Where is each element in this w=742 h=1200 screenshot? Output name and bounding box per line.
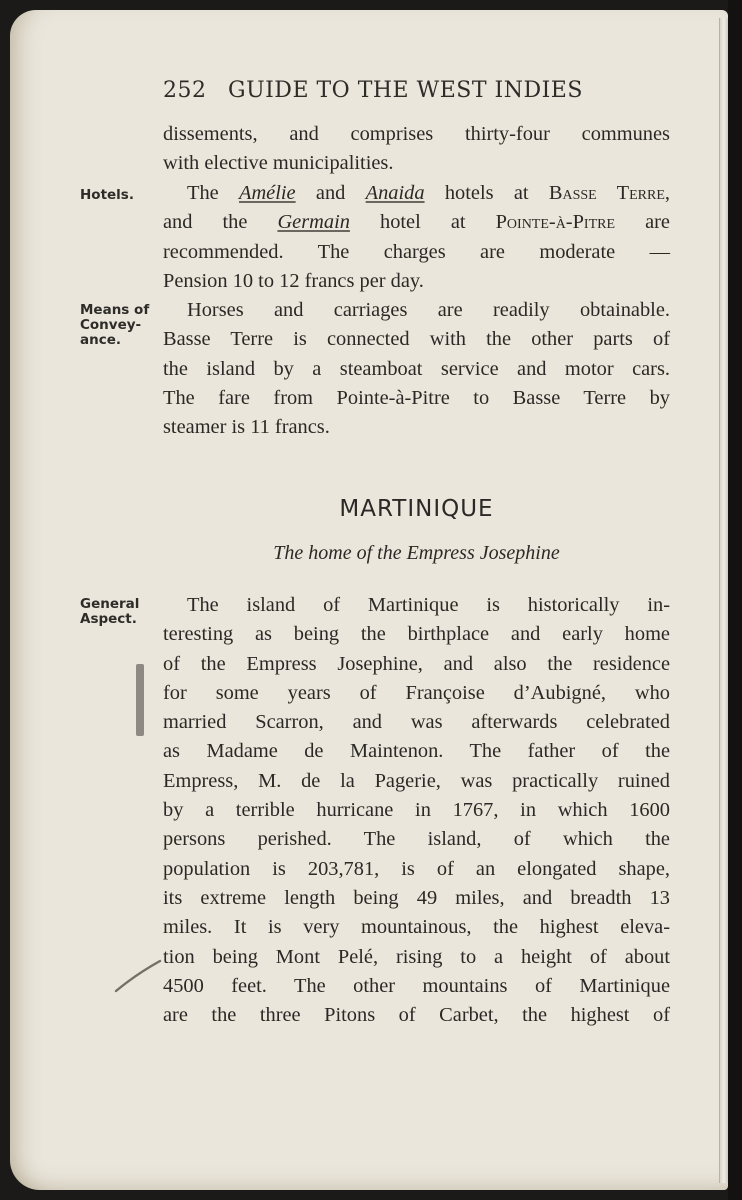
hotels-paragraph	[163, 179, 670, 296]
scan-border	[728, 0, 742, 1200]
running-title: GUIDE TO THE WEST INDIES	[228, 78, 583, 103]
pencil-stroke-mark	[114, 955, 164, 995]
text-line: dissements, and comprises thirty-four communes	[163, 123, 670, 145]
section-subtitle: The home of the Empress Josephine	[273, 542, 560, 564]
text-line: Empress, M. de la Pagerie, was practically ruined	[163, 769, 670, 792]
pencil-margin-mark	[136, 664, 144, 736]
text-line: its extreme length being 49 miles, and breadth 13	[163, 886, 670, 909]
text-line: as Madame de Maintenon. The father of the	[163, 740, 670, 763]
text-line: tion being Mont Pelé, rising to a height of about	[163, 945, 670, 968]
continuation-paragraph	[163, 120, 670, 179]
text-line: The Amélie and Anaida hotels at Basse Terre,	[187, 182, 670, 204]
hotel-name: Amélie	[239, 182, 296, 204]
text-line: The fare from Pointe-à-Pitre to Basse Terre by	[163, 386, 670, 409]
text-line: married Scarron, and was afterwards celebrated	[163, 711, 670, 734]
text-line: the island by a steamboat service and motor cars.	[163, 357, 670, 380]
place-name: Pointe-à-Pitre	[495, 211, 616, 234]
conveyance-paragraph	[163, 296, 670, 442]
page-number: 252	[163, 78, 207, 103]
text-line: persons perished. The island, of which the	[163, 828, 670, 851]
text-line: are the three Pitons of Carbet, the highest of	[163, 1004, 670, 1027]
text-line: steamer is 11 francs.	[163, 416, 330, 439]
text-line: by a terrible hurricane in 1767, in which 1600	[163, 799, 670, 822]
sidenote-conveyance: Means of Convey- ance.	[80, 302, 150, 348]
text-line: teresting as being the birthplace and early home	[163, 623, 670, 646]
text-line: Horses and carriages are readily obtainable.	[187, 299, 670, 321]
section-title: MARTINIQUE	[339, 496, 494, 522]
running-header	[163, 78, 583, 103]
hotel-name: Anaida	[365, 182, 425, 204]
page-edge	[719, 18, 728, 1183]
place-name: Basse Terre	[548, 182, 665, 204]
text-line: The island of Martinique is historically in-	[187, 594, 670, 616]
text-line: with elective municipalities.	[163, 152, 394, 175]
text-line: for some years of Françoise d’Aubigné, who	[163, 681, 670, 704]
text-line: recommended. The charges are moderate —	[163, 240, 670, 263]
text-line: 4500 feet. The other mountains of Martinique	[163, 974, 670, 997]
text-line: Pension 10 to 12 francs per day.	[163, 269, 424, 292]
sidenote-hotels: Hotels.	[80, 187, 134, 203]
text-line: population is 203,781, is of an elongated shape,	[163, 857, 670, 880]
text-line: Basse Terre is connected with the other parts of	[163, 328, 670, 351]
text-line: and the Germain hotel at Pointe-à-Pitre are	[163, 211, 670, 234]
text-line: of the Empress Josephine, and also the residence	[163, 652, 670, 675]
text-line: miles. It is very mountainous, the highest eleva-	[163, 916, 670, 939]
hotel-name: Germain	[277, 211, 350, 234]
martinique-paragraph	[163, 591, 670, 1030]
sidenote-general-aspect: General Aspect.	[80, 596, 140, 627]
